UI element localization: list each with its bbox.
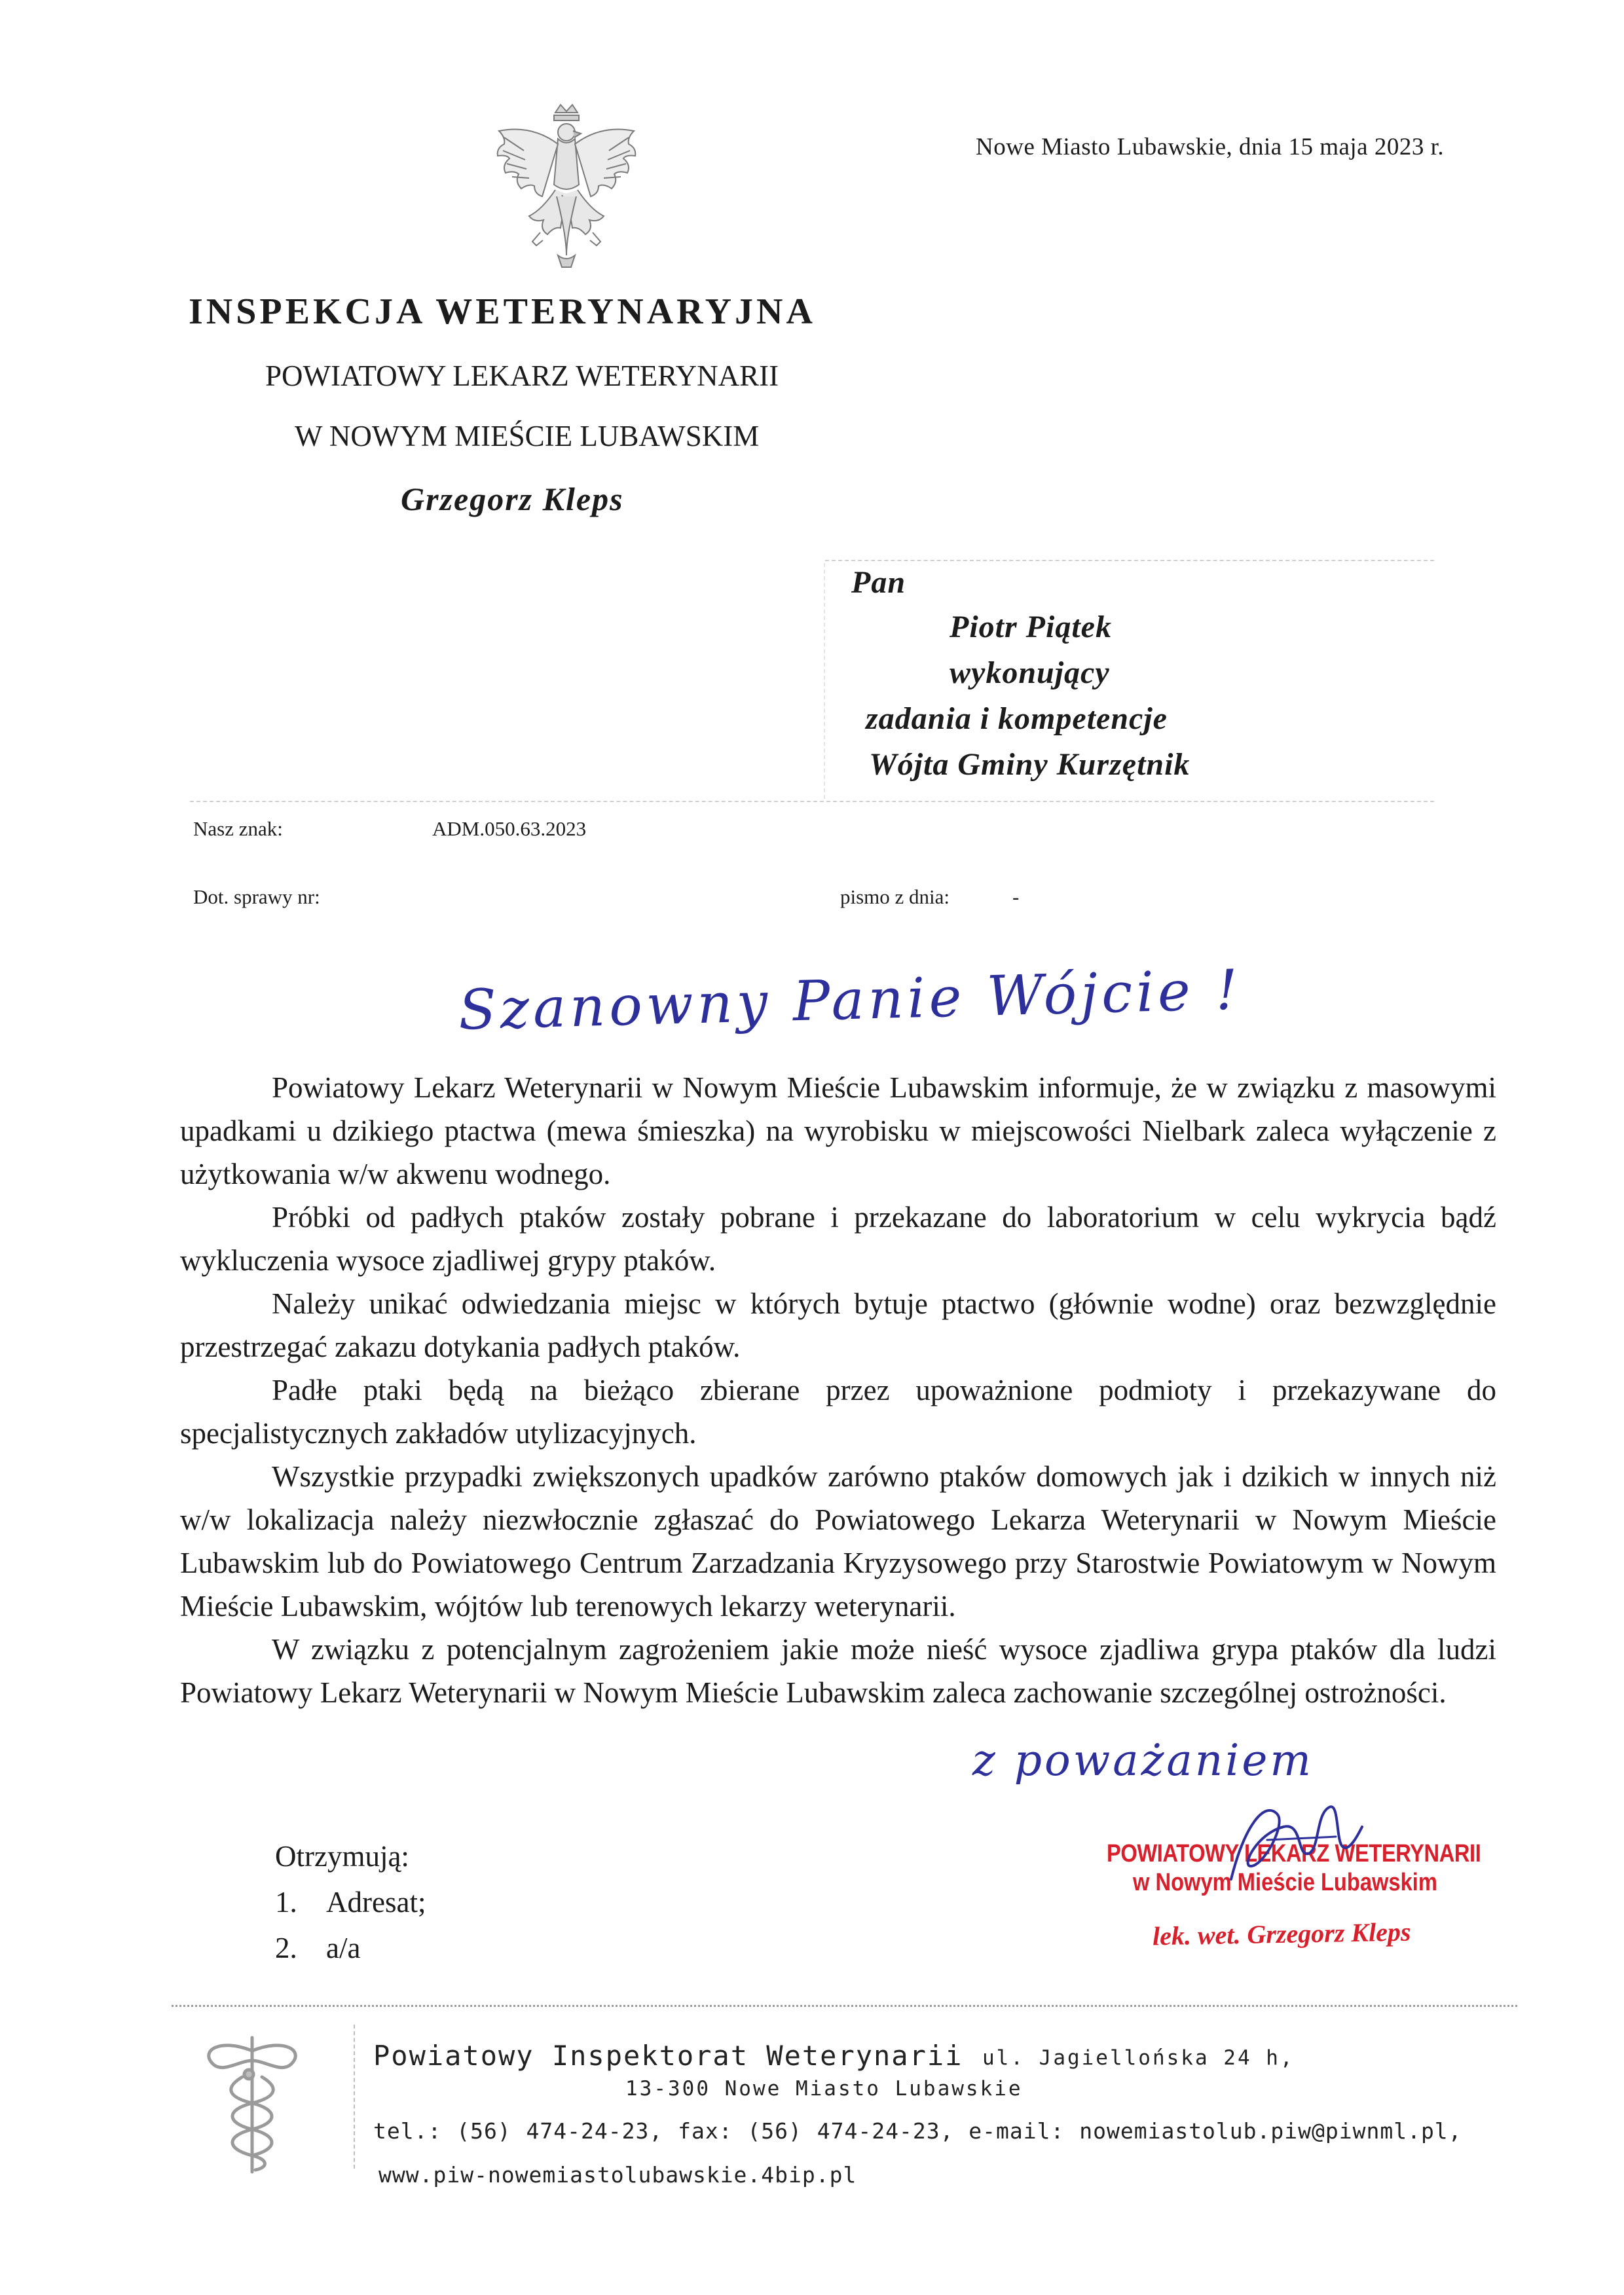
- recipient-item: [275, 1879, 426, 1925]
- recipients-list: [275, 1833, 426, 1971]
- stamp-name: lek. wet. Grzegorz Kleps: [1152, 1917, 1411, 1951]
- footer-address: ul. Jagiellońska 24 h,: [982, 2046, 1295, 2070]
- addressee-rule-bottom: [190, 801, 1434, 802]
- letter-date-label: pismo z dnia:: [840, 885, 950, 908]
- footer-vertical-divider: [354, 2025, 355, 2169]
- organization-subtitle-1: POWIATOWY LEKARZ WETERYNARII: [265, 359, 779, 392]
- footer-city: 13-300 Nowe Miasto Lubawskie: [625, 2077, 1023, 2101]
- body-paragraph: Powiatowy Lekarz Weterynarii w Nowym Mieście Lubawskim informuje, że w związku z masowymi upadkami u dzikiego ptactwa (mewa śmieszka) na wyrobisku w miejscowości Nielbark zaleca wyłączenie z użytkowania w/w akwenu wodnego.: [180, 1071, 1496, 1190]
- footer-organization: Powiatowy Inspektorat Weterynarii: [373, 2040, 963, 2072]
- addressee-line: Wójta Gminy Kurzętnik: [869, 747, 1190, 782]
- letter-body: [180, 1066, 1496, 1714]
- footer-website: www.piw-nowemiastolubawskie.4bip.pl: [378, 2162, 857, 2188]
- footer-divider-rule: [172, 2005, 1517, 2007]
- recipient-text: a/a: [326, 1932, 361, 1964]
- addressee-rule-top: [825, 560, 1434, 561]
- addressee-line: Piotr Piątek: [950, 610, 1112, 644]
- recipient-number: 2.: [275, 1932, 297, 1964]
- stamp-line-1: POWIATOWY LEKARZ WETERYNARII: [1107, 1840, 1481, 1867]
- body-paragraph: Należy unikać odwiedzania miejsc w których bytuje ptactwo (głównie wodne) oraz bezwzględnie przestrzegać zakazu dotykania padłych ptaków.: [180, 1287, 1496, 1363]
- handwritten-greeting: Szanowny Panie Wójcie !: [457, 957, 1243, 1042]
- footer-contact: tel.: (56) 474-24-23, fax: (56) 474-24-23, e-mail: nowemiastolub.piw@piwnml.pl,: [373, 2118, 1462, 2144]
- addressee-rule-left: [824, 563, 825, 799]
- our-reference-value: ADM.050.63.2023: [432, 817, 587, 840]
- organization-title: INSPEKCJA WETERYNARYJNA: [189, 291, 816, 332]
- recipient-item: [275, 1925, 426, 1971]
- recipient-text: Adresat;: [326, 1886, 426, 1919]
- official-stamp: [1107, 1827, 1500, 1964]
- organization-person: Grzegorz Kleps: [401, 481, 624, 517]
- recipient-number: 1.: [275, 1886, 297, 1919]
- body-paragraph: Próbki od padłych ptaków zostały pobrane i przekazane do laboratorium w celu wykrycia bądź wykluczenia wysoce zjadliwej grypy ptaków.: [180, 1201, 1496, 1277]
- recipients-items: [275, 1879, 426, 1971]
- body-paragraph: W związku z potencjalnym zagrożeniem jakie może nieść wysoce zjadliwa grypa ptaków dla ludzi Powiatowy Lekarz Weterynarii w Nowym Mieście Lubawskim zaleca zachowanie szczególnej ostrożności.: [180, 1633, 1496, 1709]
- organization-subtitle-2: W NOWYM MIEŚCIE LUBAWSKIM: [295, 420, 760, 452]
- caduceus-icon: [187, 2025, 318, 2182]
- polish-eagle-icon: [485, 98, 648, 275]
- our-reference-label: Nasz znak:: [193, 817, 283, 840]
- letter-date-value: -: [1012, 885, 1020, 908]
- stamp-line-2: w Nowym Mieście Lubawskim: [1133, 1869, 1437, 1896]
- handwritten-signature: [1205, 1788, 1369, 1899]
- addressee-title: Pan: [851, 565, 906, 600]
- recipients-label: Otrzymują:: [275, 1840, 409, 1873]
- case-number-label: Dot. sprawy nr:: [193, 885, 320, 908]
- letter-date: Nowe Miasto Lubawskie, dnia 15 maja 2023 r.: [976, 134, 1445, 160]
- addressee-line: zadania i kompetencje: [866, 701, 1168, 736]
- body-paragraph: Padłe ptaki będą na bieżąco zbierane przez upoważnione podmioty i przekazywane do specjalistycznych zakładów utylizacyjnych.: [180, 1374, 1496, 1450]
- body-paragraph: Wszystkie przypadki zwiększonych upadków zarówno ptaków domowych jak i dzikich w innych niż w/w lokalizacja należy niezwłocznie zgłaszać do Powiatowego Lekarza Weterynarii w Nowym Mieście Lubawskim lub do Powiatowego Centrum Zarzadzania Kryzysowego przy Starostwie Powiatowym w Nowym Mieście Lubawskim, wójtów lub terenowych lekarzy weterynarii.: [180, 1460, 1496, 1623]
- addressee-line: wykonujący: [950, 655, 1110, 690]
- handwritten-closing: z poważaniem: [972, 1735, 1314, 1786]
